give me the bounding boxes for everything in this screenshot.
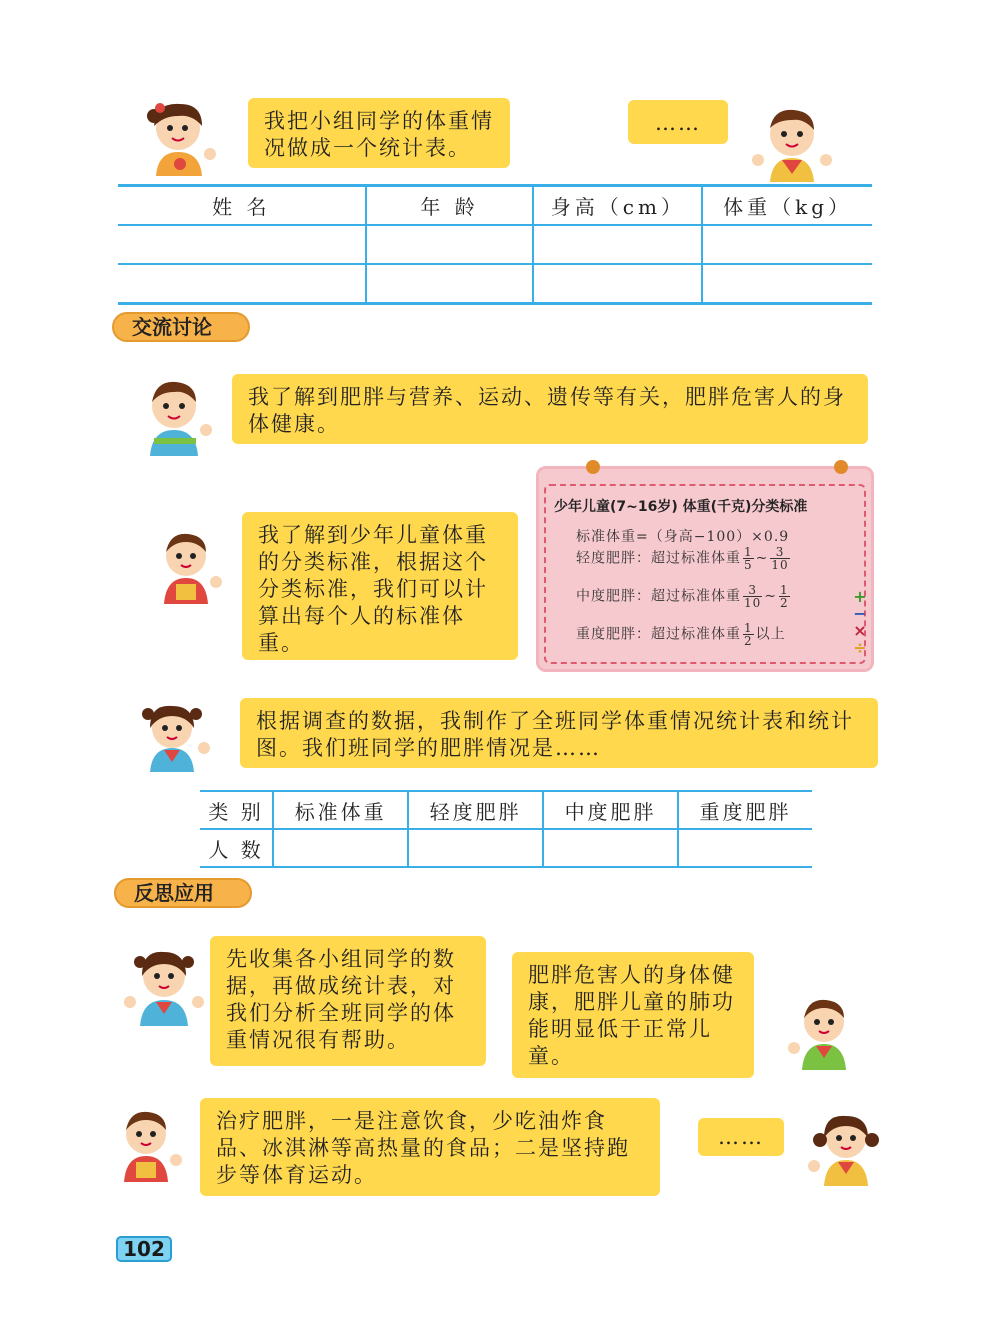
tilde: ~ bbox=[755, 550, 769, 567]
bubble-5-text: 根据调查的数据，我制作了全班同学体重情况统计表和统计图。我们班同学的肥胖情况是…… bbox=[256, 709, 854, 760]
boy-avatar-3 bbox=[152, 528, 228, 604]
table-row bbox=[118, 264, 872, 304]
denominator: 10 bbox=[744, 596, 762, 610]
moderate-label: 中度肥胖：超过标准体重 bbox=[576, 588, 741, 605]
table-row bbox=[118, 225, 872, 264]
speech-bubble-1 bbox=[248, 98, 510, 168]
speech-bubble-6 bbox=[210, 936, 486, 1066]
cell-standard: 标准体重 bbox=[273, 791, 408, 829]
header-weight: 体重（kg） bbox=[723, 195, 853, 219]
severe-label: 重度肥胖：超过标准体重 bbox=[576, 626, 741, 643]
standard-title: 少年儿童(7~16岁) 体重(千克)分类标准 bbox=[554, 499, 808, 515]
cell-moderate: 中度肥胖 bbox=[543, 791, 678, 829]
bubble-4-text: 我了解到少年儿童体重的分类标准，根据这个分类标准，我们可以计算出每个人的标准体重。 bbox=[258, 523, 488, 655]
girl-avatar-3 bbox=[122, 946, 206, 1026]
fraction bbox=[743, 622, 754, 647]
header-name: 姓 名 bbox=[118, 186, 366, 226]
numerator: 1 bbox=[780, 583, 789, 597]
fraction bbox=[779, 584, 790, 609]
fraction bbox=[743, 546, 754, 571]
numerator: 3 bbox=[770, 546, 789, 559]
fraction bbox=[770, 546, 789, 571]
standard-severe bbox=[576, 622, 786, 647]
section-reflect-label: 反思应用 bbox=[134, 881, 214, 905]
mild-label: 轻度肥胖：超过标准体重 bbox=[576, 550, 741, 567]
fraction bbox=[743, 584, 762, 609]
boy-avatar-1 bbox=[748, 102, 834, 182]
boy-avatar-5 bbox=[112, 1106, 188, 1182]
standard-moderate bbox=[576, 584, 792, 609]
math-symbols-icon: + − × ÷ bbox=[853, 587, 867, 657]
bubble-3-text: 我了解到肥胖与营养、运动、遗传等有关，肥胖危害人的身体健康。 bbox=[248, 385, 846, 436]
boy-avatar-2 bbox=[136, 376, 216, 456]
denominator: 2 bbox=[744, 634, 753, 648]
speech-bubble-4 bbox=[242, 512, 518, 660]
section-tag-reflect bbox=[114, 878, 252, 908]
girl-avatar-1 bbox=[140, 96, 220, 176]
cell-mild: 轻度肥胖 bbox=[408, 791, 543, 829]
cell-severe: 重度肥胖 bbox=[699, 799, 792, 824]
cell-category-label: 类 别 bbox=[200, 791, 273, 829]
header-age: 年 龄 bbox=[366, 186, 534, 226]
speech-bubble-5 bbox=[240, 698, 878, 768]
page-number: 102 bbox=[116, 1236, 172, 1262]
section-tag-discuss bbox=[112, 312, 250, 342]
section-discuss-label: 交流讨论 bbox=[132, 315, 212, 339]
boy-avatar-4 bbox=[784, 994, 860, 1070]
severe-suffix: 以上 bbox=[755, 626, 786, 643]
numerator: 3 bbox=[743, 584, 762, 597]
table-row bbox=[200, 791, 812, 829]
denominator: 2 bbox=[780, 596, 789, 610]
group-weight-table bbox=[118, 184, 872, 305]
standard-formula: 标准体重=（身高−100）×0.9 bbox=[576, 529, 790, 545]
class-obesity-table bbox=[200, 790, 812, 868]
denominator: 5 bbox=[744, 558, 753, 572]
bubble-1-text: 我把小组同学的体重情况做成一个统计表。 bbox=[264, 109, 494, 160]
standard-mild bbox=[576, 546, 792, 571]
girl-avatar-4 bbox=[806, 1108, 886, 1186]
cell-count-label: 人 数 bbox=[200, 829, 273, 867]
bubble-2-text: …… bbox=[655, 111, 701, 135]
pin-icon bbox=[586, 460, 600, 474]
header-height: 身高（cm） bbox=[533, 186, 702, 226]
speech-bubble-7 bbox=[512, 952, 754, 1078]
denominator: 10 bbox=[771, 558, 789, 572]
tilde: ~ bbox=[764, 588, 778, 605]
table-header-row bbox=[118, 186, 872, 226]
table-row bbox=[200, 829, 812, 867]
numerator: 1 bbox=[744, 621, 753, 635]
weight-standard-card bbox=[536, 466, 874, 672]
speech-bubble-8 bbox=[200, 1098, 660, 1196]
bubble-9-text: …… bbox=[718, 1125, 764, 1149]
speech-bubble-3 bbox=[232, 374, 868, 444]
speech-bubble-2 bbox=[628, 100, 728, 144]
girl-avatar-2 bbox=[134, 700, 214, 772]
bubble-8-text: 治疗肥胖，一是注意饮食，少吃油炸食品、冰淇淋等高热量的食品；二是坚持跑步等体育运动。 bbox=[216, 1109, 630, 1187]
speech-bubble-9 bbox=[698, 1118, 784, 1156]
pin-icon bbox=[834, 460, 848, 474]
numerator: 1 bbox=[744, 545, 753, 559]
bubble-7-text: 肥胖危害人的身体健康，肥胖儿童的肺功能明显低于正常儿童。 bbox=[528, 963, 735, 1068]
bubble-6-text: 先收集各小组同学的数据，再做成统计表，对我们分析全班同学的体重情况很有帮助。 bbox=[226, 947, 456, 1052]
